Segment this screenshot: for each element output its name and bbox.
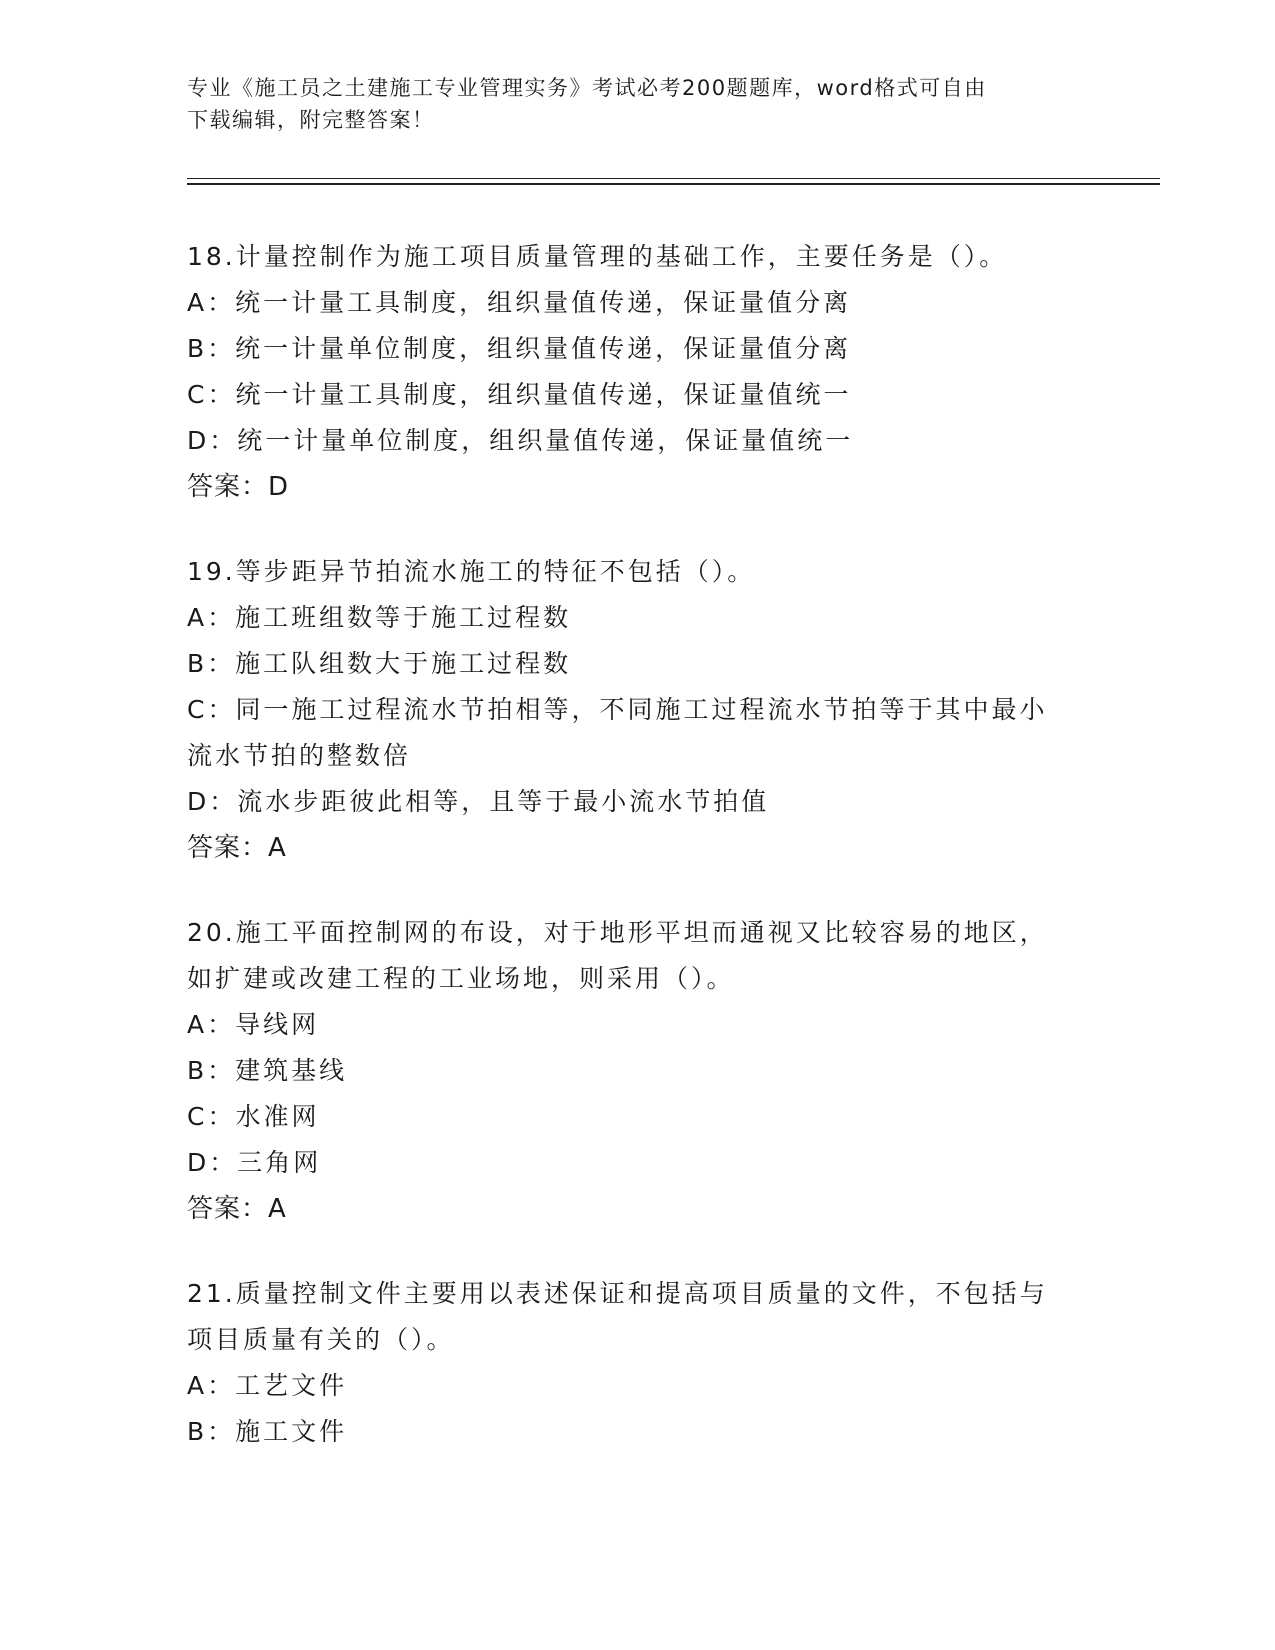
header-line-2: 下载编辑，附完整答案！	[187, 108, 435, 132]
question-stem: 21.质量控制文件主要用以表述保证和提高项目质量的文件，不包括与	[187, 1279, 1048, 1308]
question-stem: 20.施工平面控制网的布设，对于地形平坦而通视又比较容易的地区，	[187, 918, 1048, 947]
question-list	[187, 234, 1087, 1494]
question-block	[187, 1271, 1087, 1455]
answer-key: 答案：D	[187, 472, 290, 502]
question-stem: 18.计量控制作为施工项目质量管理的基础工作，主要任务是（）。	[187, 242, 1008, 271]
question-block	[187, 549, 1087, 871]
answer-option: 流水节拍的整数倍	[187, 741, 412, 770]
answer-option: B：施工文件	[187, 1417, 348, 1446]
document-header	[187, 72, 1087, 136]
question-stem: 项目质量有关的（）。	[187, 1325, 455, 1354]
answer-option: B：建筑基线	[187, 1056, 348, 1085]
answer-option: A：施工班组数等于施工过程数	[187, 603, 572, 632]
answer-option: A：工艺文件	[187, 1371, 348, 1400]
answer-option: D：三角网	[187, 1148, 322, 1177]
answer-option: A：统一计量工具制度，组织量值传递，保证量值分离	[187, 288, 852, 317]
answer-option: C：水准网	[187, 1102, 320, 1131]
answer-option: D：统一计量单位制度，组织量值传递，保证量值统一	[187, 426, 854, 455]
header-divider-thin	[187, 178, 1160, 179]
header-line-1: 专业《施工员之土建施工专业管理实务》考试必考200题题库，word格式可自由	[187, 76, 987, 100]
answer-option: A：导线网	[187, 1010, 320, 1039]
question-stem: 19.等步距异节拍流水施工的特征不包括（）。	[187, 557, 756, 586]
answer-option: B：施工队组数大于施工过程数	[187, 649, 572, 678]
question-block	[187, 910, 1087, 1232]
question-stem: 如扩建或改建工程的工业场地，则采用（）。	[187, 964, 735, 993]
answer-option: B：统一计量单位制度，组织量值传递，保证量值分离	[187, 334, 852, 363]
answer-option: C：同一施工过程流水节拍相等，不同施工过程流水节拍等于其中最小	[187, 695, 1048, 724]
header-divider-thick	[187, 183, 1160, 185]
answer-option: C：统一计量工具制度，组织量值传递，保证量值统一	[187, 380, 852, 409]
answer-option: D：流水步距彼此相等，且等于最小流水节拍值	[187, 787, 770, 816]
answer-key: 答案：A	[187, 833, 287, 863]
question-block	[187, 234, 1087, 510]
answer-key: 答案：A	[187, 1194, 287, 1224]
